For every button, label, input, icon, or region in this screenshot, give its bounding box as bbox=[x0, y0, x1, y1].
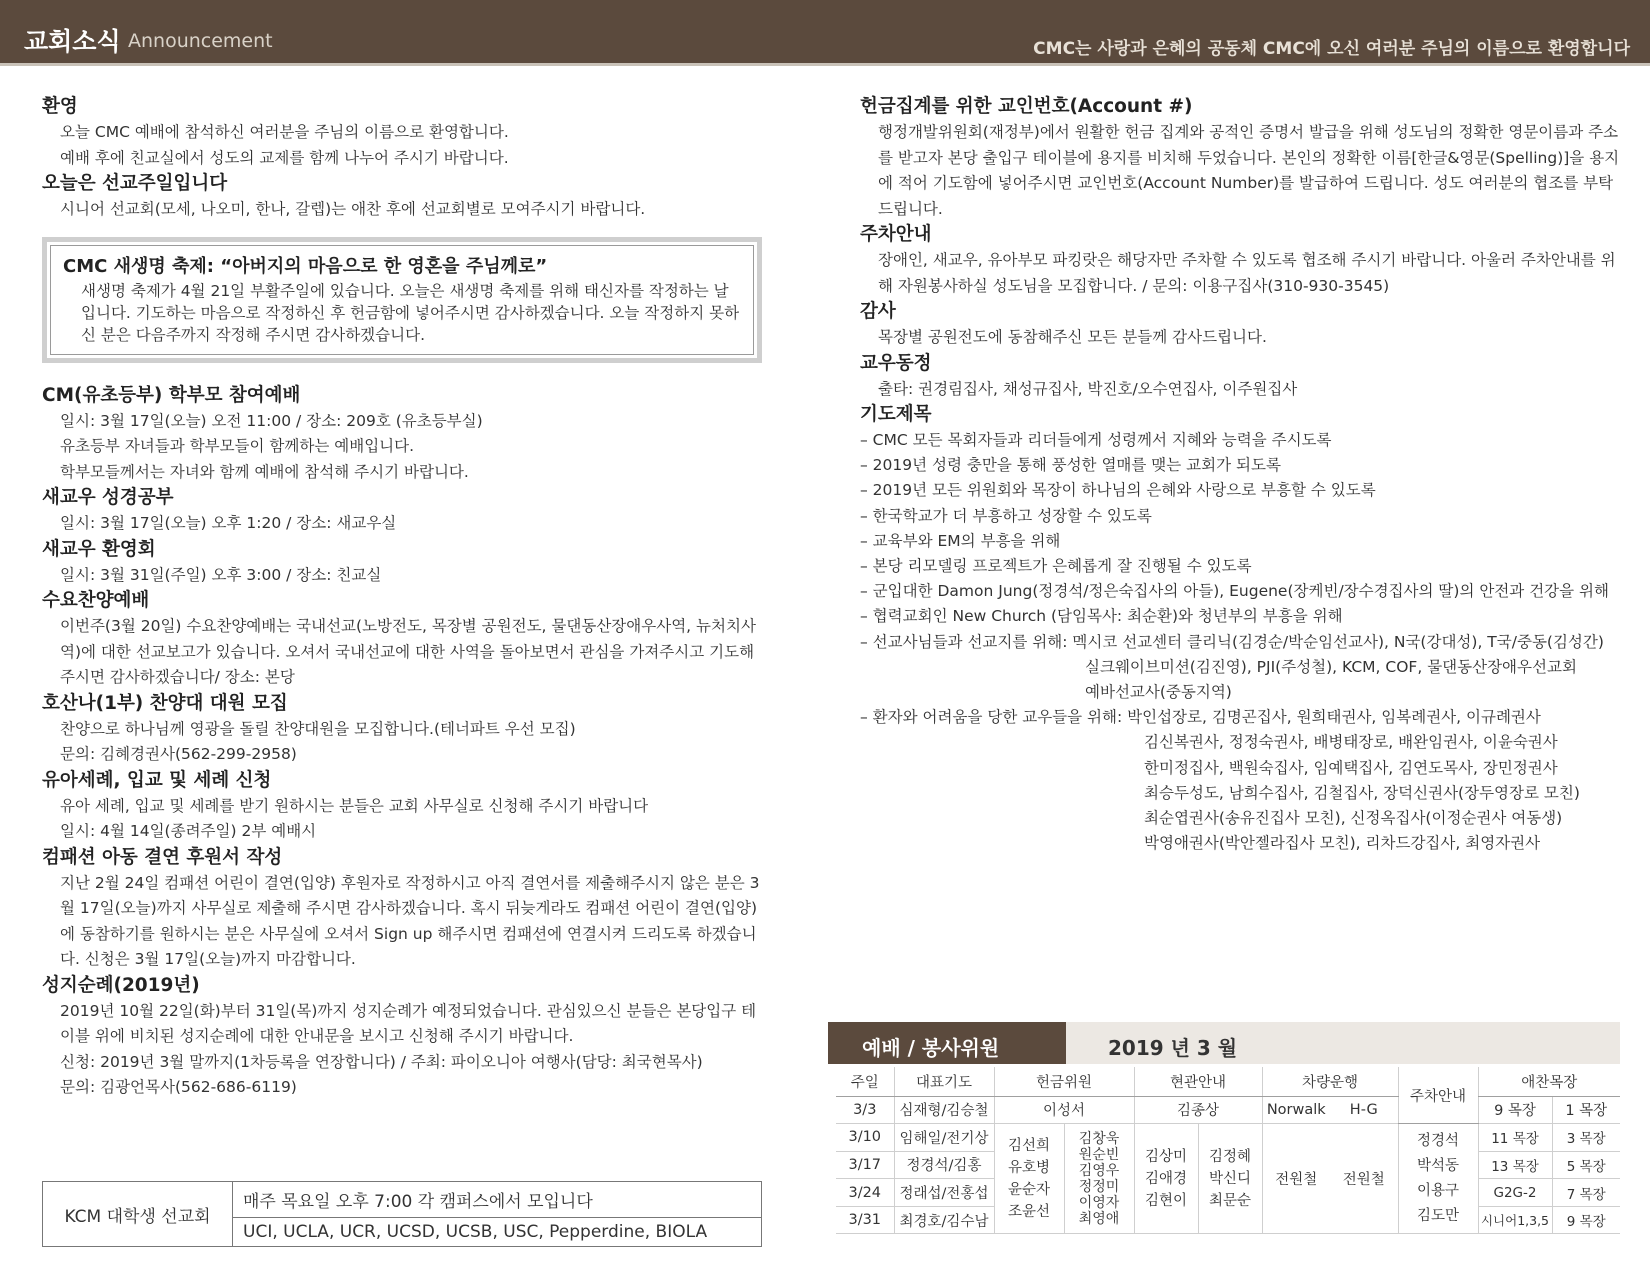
offering-name: 유호병 bbox=[1007, 1159, 1051, 1176]
kcm-table bbox=[42, 1181, 762, 1247]
prayer-item: – 군입대한 Damon Jung(정경석/정은숙집사의 아들), Eugene(장케빈/장수경집사의 딸)의 안전과 건강을 위해 bbox=[860, 582, 1609, 601]
schedule-header bbox=[828, 1022, 1620, 1064]
text-line: 시니어 선교회(모세, 나오미, 한나, 갈렙)는 애찬 후에 선교회별로 모여주시기 바랍니다. bbox=[60, 200, 646, 218]
text-line: 오늘 CMC 예배에 참석하신 여러분을 주님의 이름으로 환영합니다. bbox=[60, 123, 509, 141]
usher-name: 김애경 bbox=[1144, 1170, 1188, 1187]
section-title: 주차안내 bbox=[860, 224, 932, 245]
section-title: 헌금집계를 위한 교인번호(Account #) bbox=[860, 96, 1193, 117]
kcm-time: 매주 목요일 오후 7:00 각 캠퍼스에서 모입니다 bbox=[233, 1182, 762, 1218]
offering-name: 원순빈 bbox=[1078, 1146, 1120, 1163]
prayer-item: – 본당 리모델링 프로젝트가 은혜롭게 잘 진행될 수 있도록 bbox=[860, 557, 1252, 576]
text-paragraph: 행정개발위원회(재정부)에서 원활한 헌금 집계와 공적인 증명서 발급을 위해 성도님의 정확한 영문이름과 주소를 받고자 본당 출입구 테이블에 용지를 비치해 두었습니다. 본인의 정확한 이름[한글&영문(Spelling)]을 용지에 적어 기도함에 넣어주시면 교인번호(Account Number)를 발급하여 드립니다. 성도 여러분의 협조를 부탁드립니다. bbox=[878, 123, 1620, 218]
section-thanks bbox=[860, 299, 1620, 351]
section-title: 호산나(1부) 찬양대 대원 모집 bbox=[42, 692, 288, 714]
prayer-item: – 한국학교가 더 부흥하고 성장할 수 있도록 bbox=[860, 506, 1152, 525]
cell-vehicle: Norwalk bbox=[1262, 1096, 1330, 1124]
festival-box bbox=[42, 237, 762, 363]
cell-meal: 9 목장 bbox=[1552, 1206, 1620, 1234]
prayer-item-continued: 예바선교사(중동지역) bbox=[1085, 683, 1232, 702]
text-line: 학부모들께서는 자녀와 함께 예배에 참석해 주시기 바랍니다. bbox=[60, 462, 469, 481]
schedule-month: 2019 년 3 월 bbox=[1108, 1036, 1238, 1060]
cell-date: 3/3 bbox=[836, 1096, 894, 1124]
text-line: 유초등부 자녀들과 학부모들이 함께하는 예배입니다. bbox=[60, 437, 415, 455]
col-header: 주일 bbox=[836, 1067, 894, 1096]
section-choir bbox=[42, 691, 762, 768]
section-newcomer-welcome bbox=[42, 537, 762, 589]
table-row bbox=[836, 1124, 1620, 1152]
cell-prayer: 정경석/김홍 bbox=[894, 1151, 994, 1179]
text-line: 찬양으로 하나님께 영광을 돌릴 찬양대원을 모집합니다.(테너파트 우선 모집) bbox=[60, 719, 576, 738]
cell-meal: 7 목장 bbox=[1552, 1179, 1620, 1207]
cell-meal: 3 목장 bbox=[1552, 1124, 1620, 1152]
offering-name: 최영애 bbox=[1078, 1210, 1120, 1227]
cell-offering-group bbox=[994, 1124, 1064, 1234]
text-paragraph: 지난 2월 24일 컴패션 어린이 결연(입양) 후원자로 작정하시고 아직 결연서를 제출해주시지 않은 분은 3월 17일(오늘)까지 사무실로 제출해 주시면 감사하겠습니다. 혹시 뒤늦게라도 컴패션 어린이 결연(입양)에 동참하기를 원하시는 분은 사무실에 오셔서 Sign up 해주시면 컴패션에 연결시켜 드리도록 하겠습니다. 신청은 3월 17일(오늘)까지 마감합니다. bbox=[60, 873, 760, 968]
text-line: 문의: 김광언목사(562-686-6119) bbox=[60, 1078, 297, 1096]
offering-name: 윤순자 bbox=[1007, 1181, 1051, 1198]
offering-name: 정정미 bbox=[1078, 1178, 1120, 1195]
col-header: 애찬목장 bbox=[1478, 1067, 1620, 1096]
section-title: 교우동정 bbox=[860, 352, 932, 374]
col-header: 현관안내 bbox=[1134, 1067, 1262, 1096]
cell-meal: G2G-2 bbox=[1478, 1179, 1552, 1207]
text-paragraph: 이번주(3월 20일) 수요찬양예배는 국내선교(노방전도, 목장별 공원전도, 물댄동산장애우사역, 뉴처치사역)에 대한 선교보고가 있습니다. 오셔서 국내선교에 대한 사역을 돌아보면서 관심을 가져주시고 기도해주시면 감사하겠습니다/ 장소: 본당 bbox=[60, 617, 756, 686]
prayer-item-continued: 실크웨이브미션(김진영), PJI(주성철), KCM, COF, 물댄동산장애우선교회 bbox=[1085, 657, 1577, 676]
section-title: 새교우 성경공부 bbox=[42, 487, 174, 508]
parking-name: 정경석 bbox=[1416, 1132, 1460, 1149]
cell-vehicle: 전원철 bbox=[1330, 1124, 1398, 1234]
cell-offering-group bbox=[1064, 1124, 1134, 1234]
cell-date: 3/17 bbox=[836, 1151, 894, 1179]
prayer-item: – CMC 모든 목회자들과 리더들에게 성령께서 지혜와 능력을 주시도록 bbox=[860, 431, 1332, 449]
text-line: 일시: 4월 14일(종려주일) 2부 예배시 bbox=[60, 822, 317, 840]
header-subtitle: Announcement bbox=[128, 30, 273, 52]
offering-name: 이영자 bbox=[1078, 1194, 1120, 1211]
section-account bbox=[860, 94, 1620, 222]
header-bar bbox=[0, 0, 1650, 66]
cell-date: 3/10 bbox=[836, 1124, 894, 1152]
cell-date: 3/31 bbox=[836, 1206, 894, 1234]
cell-meal: 1 목장 bbox=[1552, 1096, 1620, 1124]
offering-name: 김창욱 bbox=[1078, 1130, 1120, 1147]
text-line: 일시: 3월 17일(오늘) 오후 1:20 / 장소: 새교우실 bbox=[60, 514, 397, 532]
prayer-item-continued: 최순엽권사(송유진집사 모친), 신정옥집사(이정순권사 여동생) bbox=[1144, 809, 1563, 828]
text-line: 신청: 2019년 3월 말까지(1차등록을 연장합니다) / 주최: 파이오니아 여행사(담당: 최국현목사) bbox=[60, 1052, 703, 1071]
cell-usher: 김종상 bbox=[1134, 1096, 1262, 1124]
col-header: 주차안내 bbox=[1398, 1067, 1478, 1124]
prayer-item-continued: 김신복권사, 정정숙권사, 배병태장로, 배완임권사, 이윤숙권사 bbox=[1144, 733, 1558, 752]
text-paragraph: 2019년 10월 22일(화)부터 31일(목)까지 성지순례가 예정되었습니다. 관심있으신 분들은 본당입구 테이블 위에 비치된 성지순례에 대한 안내문을 보시고 신청해 주시기 바랍니다. bbox=[60, 1001, 757, 1045]
text-line: 예배 후에 친교실에서 성도의 교제를 함께 나누어 주시기 바랍니다. bbox=[60, 148, 509, 167]
usher-name: 김상미 bbox=[1144, 1148, 1188, 1165]
section-title: 유아세례, 입교 및 세례 신청 bbox=[42, 769, 272, 791]
kcm-schools: UCI, UCLA, UCR, UCSD, UCSB, USC, Pepperdine, BIOLA bbox=[233, 1217, 762, 1246]
section-title: 수요찬양예배 bbox=[42, 590, 150, 611]
prayer-item: – 협력교회인 New Church (담임목사: 최순환)와 청년부의 부흥을 위해 bbox=[860, 607, 1343, 626]
section-newcomer-study bbox=[42, 485, 762, 537]
usher-name: 최문순 bbox=[1208, 1192, 1252, 1209]
cell-prayer: 임해일/전기상 bbox=[894, 1124, 994, 1152]
cell-meal: 11 목장 bbox=[1478, 1124, 1552, 1152]
right-column bbox=[860, 94, 1620, 856]
schedule-table bbox=[836, 1067, 1620, 1234]
cell-vehicle: 전원철 bbox=[1262, 1124, 1330, 1234]
prayer-item: – 교육부와 EM의 부흥을 위해 bbox=[860, 531, 1061, 550]
section-welcome bbox=[42, 94, 762, 171]
table-row bbox=[836, 1096, 1620, 1124]
section-compassion bbox=[42, 845, 762, 973]
prayer-item: – 선교사님들과 선교지를 위해: 멕시코 선교센터 클리닉(김경순/박순임선교사), N국(강대성), T국/중동(김성간) bbox=[860, 632, 1604, 651]
header-welcome: CMC는 사랑과 은혜의 공동체 CMC에 오신 여러분 주님의 이름으로 환영합니다 bbox=[1033, 39, 1630, 59]
col-header: 차량운행 bbox=[1262, 1067, 1398, 1096]
schedule-heading: 예배 / 봉사위원 bbox=[828, 1022, 1066, 1064]
section-parking bbox=[860, 222, 1620, 299]
offering-name: 김선희 bbox=[1007, 1137, 1051, 1154]
cell-meal: 시니어1,3,5 bbox=[1478, 1206, 1552, 1234]
section-title: 감사 bbox=[860, 301, 896, 322]
section-wednesday bbox=[42, 588, 762, 691]
prayer-item: – 2019년 모든 위원회와 목장이 하나님의 은혜와 사랑으로 부흥할 수 있도록 bbox=[860, 481, 1376, 500]
cell-usher-group bbox=[1134, 1124, 1198, 1234]
text-line: 문의: 김혜경권사(562-299-2958) bbox=[60, 745, 297, 763]
text-paragraph: 새생명 축제가 4월 21일 부활주일에 있습니다. 오늘은 새생명 축제를 위해 태신자를 작정하는 날입니다. 기도하는 마음으로 작정하신 후 헌금함에 넣어주시면 감사하겠습니다. 오늘 작정하지 못하신 분은 다음주까지 작정해 주시면 감사하겠습니다. bbox=[81, 281, 740, 344]
cell-meal: 5 목장 bbox=[1552, 1151, 1620, 1179]
parking-name: 박석동 bbox=[1416, 1157, 1460, 1174]
cell-offering: 이성서 bbox=[994, 1096, 1134, 1124]
section-title: 새교우 환영회 bbox=[42, 538, 156, 560]
usher-name: 김정혜 bbox=[1208, 1148, 1252, 1165]
text-paragraph: 장애인, 새교우, 유아부모 파킹랏은 해당자만 주차할 수 있도록 협조해 주시기 바랍니다. 아울러 주차안내를 위해 자원봉사하실 성도님을 모집합니다. / 문의: 이용구집사(310-930-3545) bbox=[878, 251, 1616, 295]
offering-name: 김영우 bbox=[1078, 1162, 1120, 1179]
text-line: 목장별 공원전도에 동참해주신 모든 분들께 감사드립니다. bbox=[878, 328, 1267, 346]
section-title: 성지순례(2019년) bbox=[42, 974, 200, 996]
cell-date: 3/24 bbox=[836, 1179, 894, 1207]
prayer-item: – 환자와 어려움을 당한 교우들을 위해: 박인섭장로, 김명곤집사, 원희태권사, 임복례권사, 이규례권사 bbox=[860, 708, 1541, 727]
col-header: 대표기도 bbox=[894, 1067, 994, 1096]
section-news bbox=[860, 351, 1620, 403]
section-title: 기도제목 bbox=[860, 404, 932, 425]
prayer-item-continued: 박영애권사(박안젤라집사 모친), 리차드강집사, 최영자권사 bbox=[1144, 834, 1541, 853]
parking-name: 김도만 bbox=[1416, 1207, 1460, 1224]
section-prayer bbox=[860, 402, 1620, 856]
text-line: 일시: 3월 17일(오늘) 오전 11:00 / 장소: 209호 (유초등부실) bbox=[60, 411, 483, 430]
section-cm-worship bbox=[42, 383, 762, 486]
prayer-item-continued: 한미정집사, 백원숙집사, 임예택집사, 김연도목사, 장민정권사 bbox=[1144, 758, 1558, 777]
section-title: 컴패션 아동 결연 후원서 작성 bbox=[42, 846, 283, 868]
text-line: 일시: 3월 31일(주일) 오후 3:00 / 장소: 친교실 bbox=[60, 565, 382, 584]
cell-prayer: 최경호/김수남 bbox=[894, 1206, 994, 1234]
col-header: 헌금위원 bbox=[994, 1067, 1134, 1096]
section-title: 오늘은 선교주일입니다 bbox=[42, 173, 228, 194]
usher-name: 김현이 bbox=[1144, 1192, 1188, 1209]
header-title: 교회소식 bbox=[24, 27, 121, 56]
section-title: CM(유초등부) 학부모 참여예배 bbox=[42, 384, 301, 406]
usher-name: 박신디 bbox=[1208, 1170, 1252, 1187]
parking-name: 이용구 bbox=[1416, 1182, 1460, 1199]
section-mission-sunday bbox=[42, 171, 762, 223]
kcm-label: KCM 대학생 선교회 bbox=[43, 1182, 233, 1247]
section-title: CMC 새생명 축제: “아버지의 마음으로 한 영혼을 주님께로” bbox=[63, 255, 548, 277]
prayer-item-continued: 최승두성도, 남희수집사, 김철집사, 장덕신권사(장두영장로 모친) bbox=[1144, 783, 1580, 802]
offering-name: 조윤선 bbox=[1007, 1203, 1051, 1220]
section-title: 환영 bbox=[42, 96, 78, 117]
cell-meal: 9 목장 bbox=[1478, 1096, 1552, 1124]
section-pilgrimage bbox=[42, 973, 762, 1101]
cell-meal: 13 목장 bbox=[1478, 1151, 1552, 1179]
cell-usher-group bbox=[1198, 1124, 1262, 1234]
cell-prayer: 정래섭/전홍섭 bbox=[894, 1179, 994, 1207]
text-line: 유아 세례, 입교 및 세례를 받기 원하시는 분들은 교회 사무실로 신청해 주시기 바랍니다 bbox=[60, 796, 649, 815]
prayer-item: – 2019년 성령 충만을 통해 풍성한 열매를 맺는 교회가 되도록 bbox=[860, 456, 1281, 475]
text-line: 출타: 권경림집사, 채성규집사, 박진호/오수연집사, 이주원집사 bbox=[878, 379, 1298, 398]
cell-parking-group bbox=[1398, 1124, 1478, 1234]
section-baptism bbox=[42, 768, 762, 845]
left-column bbox=[42, 94, 762, 1101]
cell-vehicle: H-G bbox=[1330, 1096, 1398, 1124]
cell-prayer: 심재형/김승철 bbox=[894, 1096, 994, 1124]
